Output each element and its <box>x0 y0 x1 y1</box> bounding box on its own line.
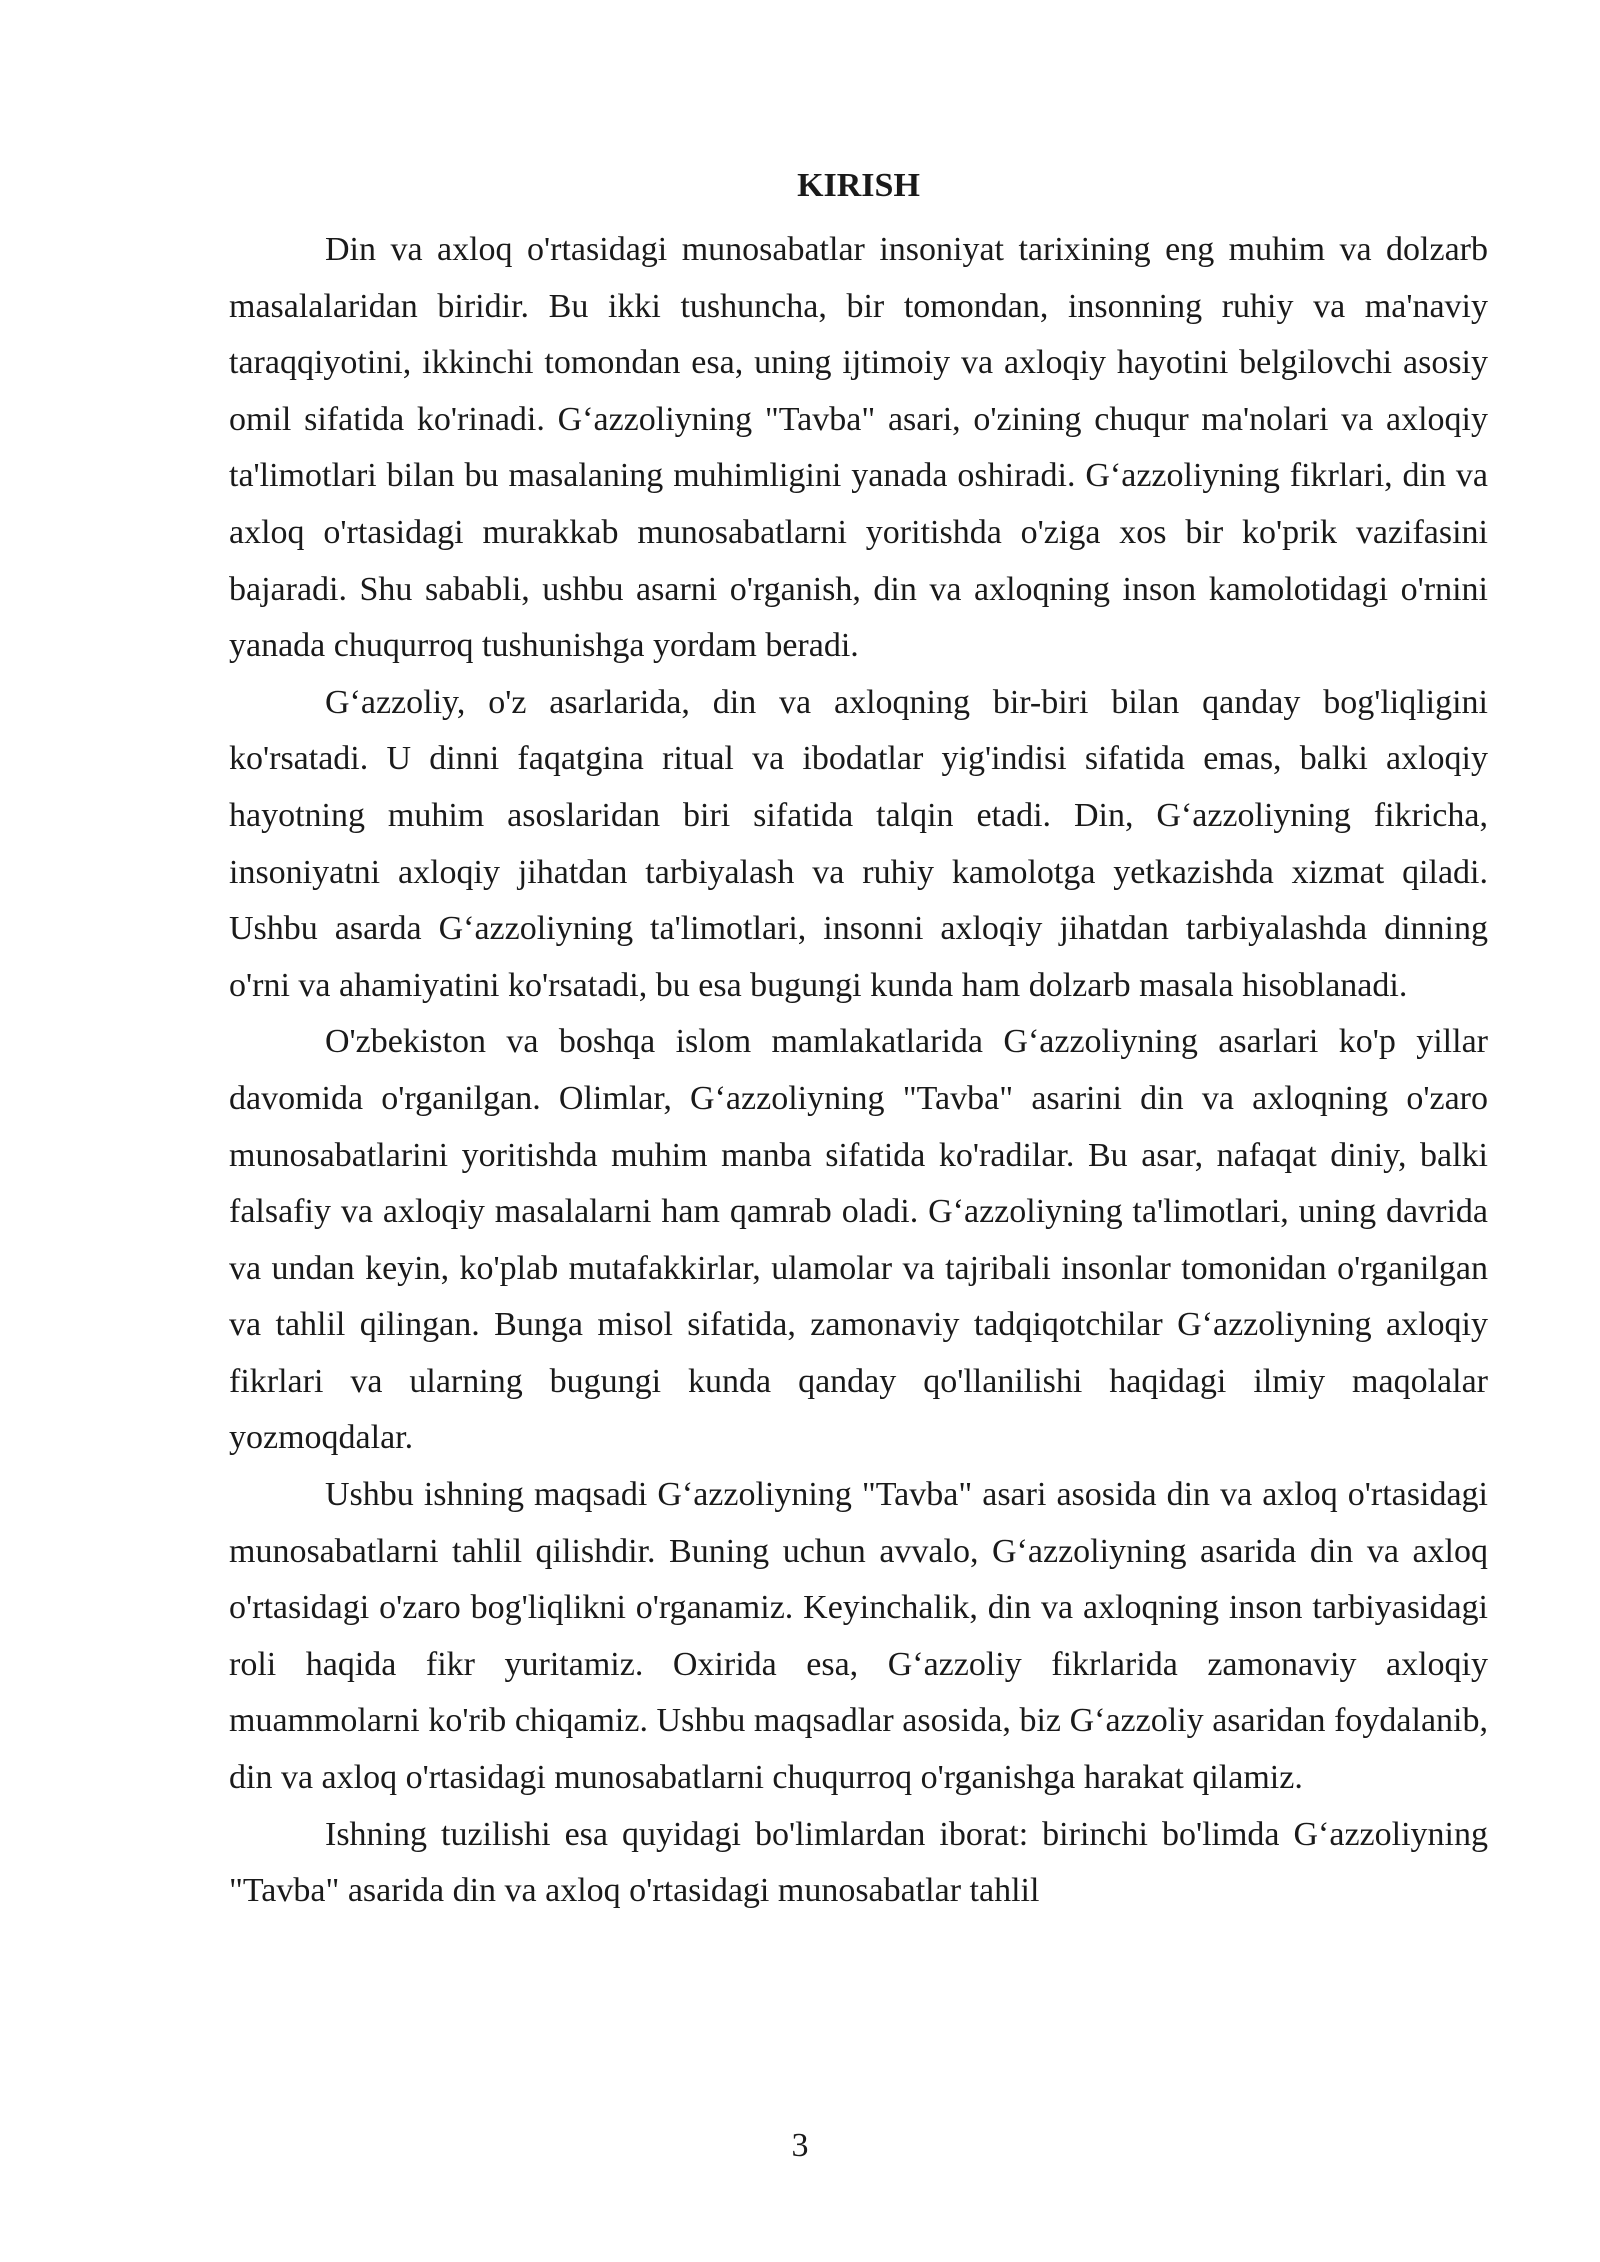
paragraph-2: G‘azzoliy, o'z asarlarida, din va axloqning bir-biri bilan qanday bog'liqligini ko'rsatadi. U dinni faqatgina ritual va ibodatlar yig'indisi sifatida emas, balki axloqiy hayotning muhim asoslaridan biri sifatida talqin etadi. Din, G‘azzoliyning fikricha, insoniyatni axloqiy jihatdan tarbiyalash va ruhiy kamolotga yetkazishda xizmat qiladi. Ushbu asarda G‘azzoliyning ta'limotlari, insonni axloqiy jihatdan tarbiyalashda dinning o'rni va ahamiyatini ko'rsatadi, bu esa bugungi kunda ham dolzarb masala hisoblanadi. <box>229 683 1488 1004</box>
section-title: KIRISH <box>797 167 920 204</box>
paragraph-3: O'zbekiston va boshqa islom mamlakatlarida G‘azzoliyning asarlari ko'p yillar davomida o'rganilgan. Olimlar, G‘azzoliyning "Tavba" asarini din va axloqning o'zaro munosabatlarini yoritishda muhim manba sifatida ko'radilar. Bu asar, nafaqat diniy, balki falsafiy va axloqiy masalalarni ham qamrab oladi. G‘azzoliyning ta'limotlari, uning davrida va undan keyin, ko'plab mutafakkirlar, ulamolar va tajribali insonlar tomonidan o'rganilgan va tahlil qilingan. Bunga misol sifatida, zamonaviy tadqiqotchilar G‘azzoliyning axloqiy fikrlari va ularning bugungi kunda qanday qo'llanilishi haqidagi ilmiy maqolalar yozmoqdalar. <box>229 1023 1488 1457</box>
paragraph-1: Din va axloq o'rtasidagi munosabatlar insoniyat tarixining eng muhim va dolzarb masalalaridan biridir. Bu ikki tushuncha, bir tomondan, insonning ruhiy va ma'naviy taraqqiyotini, ikkinchi tomondan esa, uning ijtimoiy va axloqiy hayotini belgilovchi asosiy omil sifatida ko'rinadi. G‘azzoliyning "Tavba" asari, o'zining chuqur ma'nolari va axloqiy ta'limotlari bilan bu masalaning muhimligini yanada oshiradi. G‘azzoliyning fikrlari, din va axloq o'rtasidagi murakkab munosabatlarni yoritishda o'ziga xos bir ko'prik vazifasini bajaradi. Shu sababli, ushbu asarni o'rganish, din va axloqning inson kamolotidagi o'rnini yanada chuqurroq tushunishga yordam beradi. <box>229 231 1488 665</box>
document-page <box>229 164 1488 1920</box>
paragraph-5: Ishning tuzilishi esa quyidagi bo'limlardan iborat: birinchi bo'limda G‘azzoliyning "Tavba" asarida din va axloq o'rtasidagi munosabatlar tahlil <box>229 1815 1488 1910</box>
page-number: 3 <box>791 2127 809 2164</box>
paragraph-4: Ushbu ishning maqsadi G‘azzoliyning "Tavba" asari asosida din va axloq o'rtasidagi munosabatlarni tahlil qilishdir. Buning uchun avvalo, G‘azzoliyning asarida din va axloq o'rtasidagi o'zaro bog'liqlikni o'rganamiz. Keyinchalik, din va axloqning inson tarbiyasidagi roli haqida fikr yuritamiz. Oxirida esa, G‘azzoliy fikrlarida zamonaviy axloqiy muammolarni ko'rib chiqamiz. Ushbu maqsadlar asosida, biz G‘azzoliy asaridan foydalanib, din va axloq o'rtasidagi munosabatlarni chuqurroq o'rganishga harakat qilamiz. <box>229 1476 1488 1797</box>
